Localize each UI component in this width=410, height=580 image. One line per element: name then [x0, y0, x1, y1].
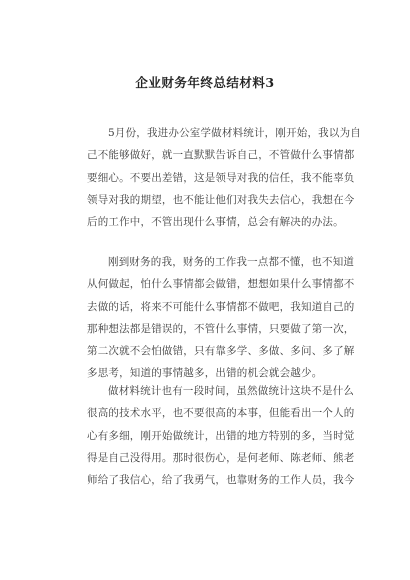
paragraph-line: 要细心。不要出差错，这是领导对我的信任，我不能辜负	[87, 171, 355, 184]
paragraph-line: 刚到财务的我，财务的工作我一点都不懂，也不知道	[108, 256, 355, 268]
paragraph-2	[87, 251, 355, 385]
paragraph-line: 多思考，知道的事情越多，出错的机会就会越少。	[87, 367, 323, 380]
paragraph-line: 后的工作中，不管出现什么事情，总会有解决的办法。	[87, 216, 344, 229]
paragraph-line: 己不能够做好，就一直默默告诉自己，不管做什么事情都	[87, 149, 355, 162]
paragraph-3	[87, 380, 355, 491]
paragraph-line: 从何做起，怕什么事情都会做错，想想如果什么事情都不	[87, 278, 355, 291]
paragraph-line: 很高的技术水平，也不要很高的本事，但能看出一个人的	[87, 407, 355, 420]
paragraph-line: 领导对我的期望，也不能让他们对我失去信心，我想在今	[87, 193, 355, 206]
paragraph-line: 得是自己没得用。那时很伤心，是何老师、陈老师、熊老	[87, 451, 355, 464]
paragraph-line: 师给了我信心，给了我勇气，也靠财务的工作人员，我今	[87, 474, 355, 487]
paragraph-line: 那种想法都是错误的，不管什么事情，只要做了第一次，	[87, 322, 355, 335]
paragraph-line: 做材料统计也有一段时间，虽然做统计这块不是什么	[108, 385, 355, 397]
paragraph-line: 心有多细，刚开始做统计，出错的地方特别的多，当时觉	[87, 429, 355, 442]
paragraph-1	[87, 122, 361, 233]
document-title: 企业财务年终总结材料3	[135, 75, 275, 90]
paragraph-line: 5月份，我进办公室学做材料统计，刚开始，我以为自	[108, 127, 361, 139]
paragraph-line: 第二次就不会怕做错，只有靠多学、多做、多问、多了解	[87, 345, 355, 358]
paragraph-line: 去做的话，将来不可能什么事情都不做吧，我知道自己的	[87, 300, 355, 313]
